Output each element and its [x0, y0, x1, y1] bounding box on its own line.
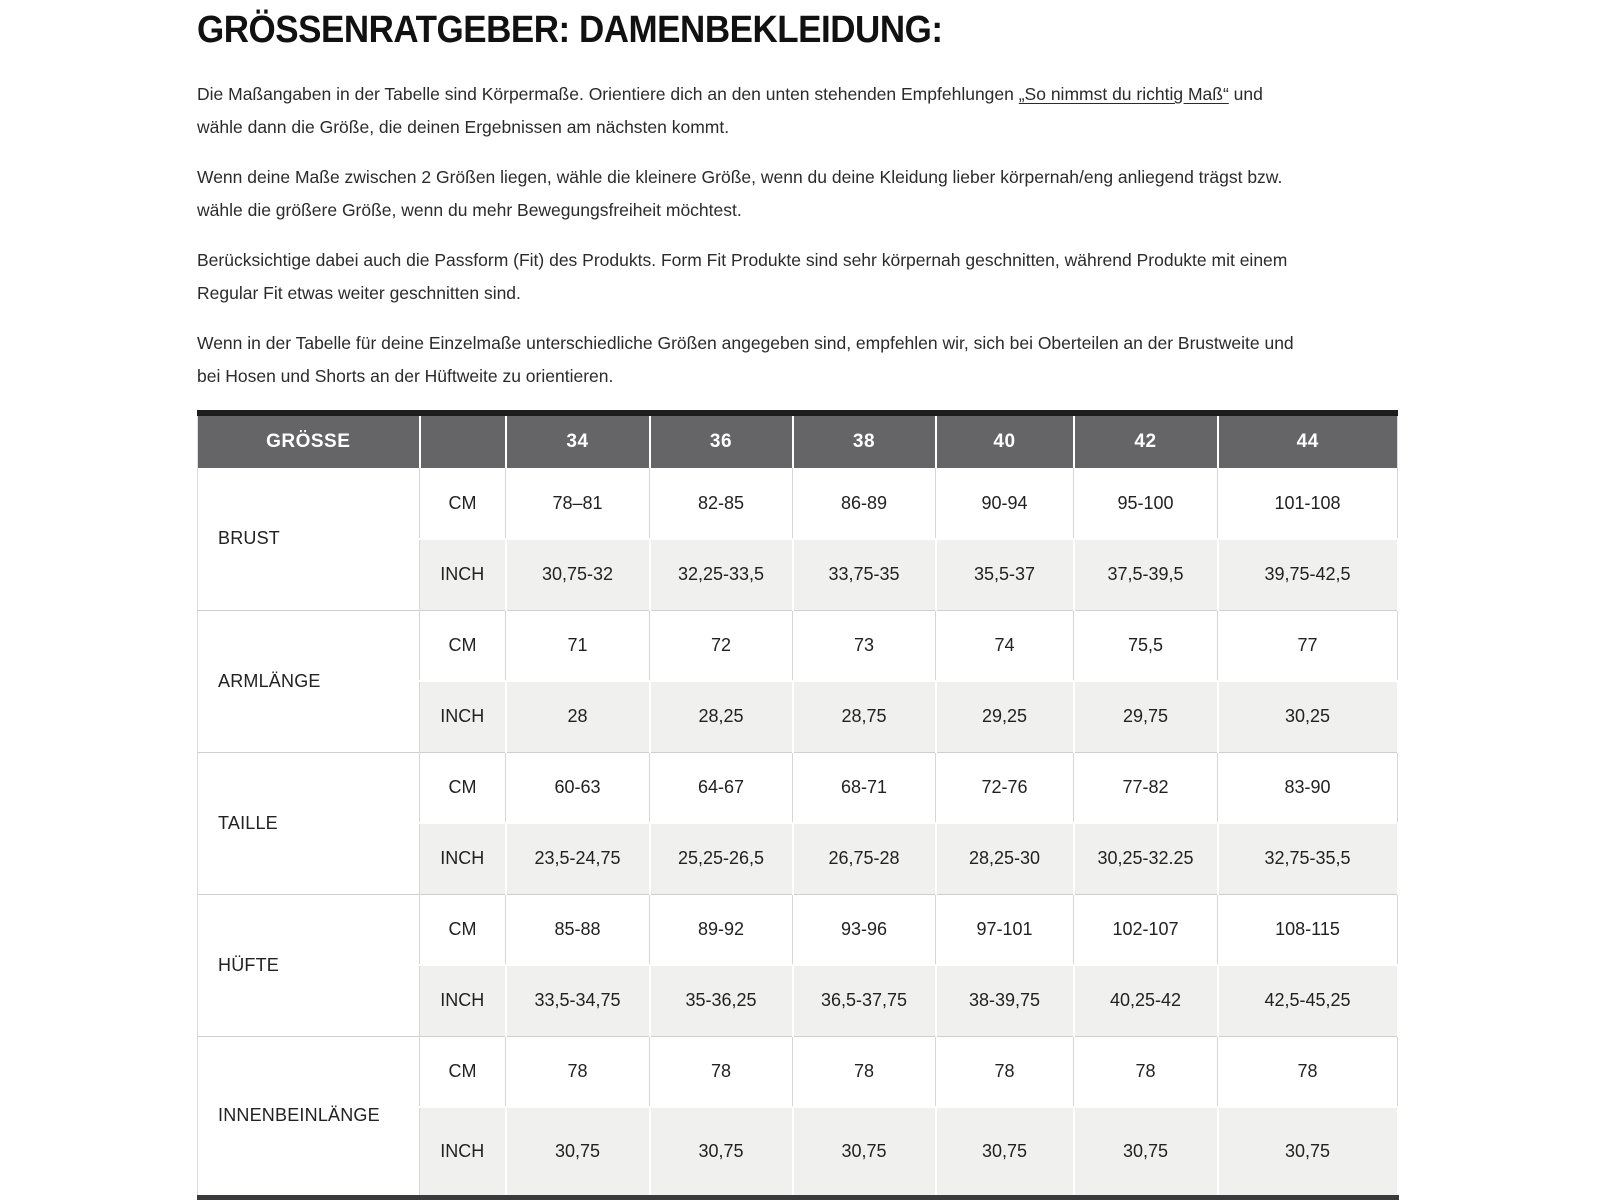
row-armlaenge-cm [198, 610, 1398, 681]
value-cell: 30,25 [1218, 681, 1398, 752]
value-cell: 32,75-35,5 [1218, 823, 1398, 894]
value-cell: 37,5-39,5 [1074, 539, 1218, 610]
unit-cm: CM [420, 1036, 506, 1107]
header-size-44: 44 [1218, 413, 1398, 468]
value-cell: 77-82 [1074, 752, 1218, 823]
value-cell: 30,75 [506, 1107, 650, 1197]
intro-paragraph-1 [197, 78, 1600, 144]
value-cell: 78 [650, 1036, 793, 1107]
value-cell: 30,75-32 [506, 539, 650, 610]
value-cell: 30,75 [793, 1107, 936, 1197]
header-size-40: 40 [936, 413, 1074, 468]
unit-inch: INCH [420, 539, 506, 610]
value-cell: 60-63 [506, 752, 650, 823]
size-table-header-row [198, 413, 1398, 468]
value-cell: 40,25-42 [1074, 965, 1218, 1036]
row-brust-cm [198, 468, 1398, 539]
page-title: GRÖSSENRATGEBER: DAMENBEKLEIDUNG: [197, 9, 943, 51]
row-label-armlaenge: ARMLÄNGE [198, 610, 420, 752]
row-huefte-cm [198, 894, 1398, 965]
value-cell: 26,75-28 [793, 823, 936, 894]
value-cell: 28 [506, 681, 650, 752]
header-unit-cell [420, 413, 506, 468]
paragraph-line: Berücksichtige dabei auch die Passform (Fit) des Produkts. Form Fit Produkte sind sehr körpernah geschnitten, während Produkte mit einem [197, 250, 1288, 270]
value-cell: 28,75 [793, 681, 936, 752]
value-cell: 23,5-24,75 [506, 823, 650, 894]
value-cell: 75,5 [1074, 610, 1218, 681]
header-size-34: 34 [506, 413, 650, 468]
intro-paragraph-4 [197, 327, 1600, 393]
value-cell: 78–81 [506, 468, 650, 539]
unit-inch: INCH [420, 965, 506, 1036]
value-cell: 42,5-45,25 [1218, 965, 1398, 1036]
value-cell: 29,25 [936, 681, 1074, 752]
header-size-42: 42 [1074, 413, 1218, 468]
value-cell: 78 [506, 1036, 650, 1107]
header-groesse-label: GRÖSSE [198, 413, 420, 468]
value-cell: 39,75-42,5 [1218, 539, 1398, 610]
size-table [197, 410, 1399, 1200]
value-cell: 73 [793, 610, 936, 681]
value-cell: 30,75 [1218, 1107, 1398, 1197]
value-cell: 28,25-30 [936, 823, 1074, 894]
paragraph-line: Wenn in der Tabelle für deine Einzelmaße unterschiedliche Größen angegeben sind, empfehlen wir, sich bei Oberteilen an der Brustweite und [197, 333, 1294, 353]
value-cell: 85-88 [506, 894, 650, 965]
value-cell: 77 [1218, 610, 1398, 681]
row-taille-cm [198, 752, 1398, 823]
value-cell: 72 [650, 610, 793, 681]
value-cell: 30,25-32.25 [1074, 823, 1218, 894]
unit-cm: CM [420, 752, 506, 823]
value-cell: 78 [793, 1036, 936, 1107]
value-cell: 78 [1074, 1036, 1218, 1107]
row-innenbeinlaenge-cm [198, 1036, 1398, 1107]
value-cell: 71 [506, 610, 650, 681]
value-cell: 97-101 [936, 894, 1074, 965]
paragraph-text: und [1228, 84, 1263, 104]
value-cell: 35-36,25 [650, 965, 793, 1036]
value-cell: 89-92 [650, 894, 793, 965]
value-cell: 32,25-33,5 [650, 539, 793, 610]
unit-inch: INCH [420, 1107, 506, 1197]
paragraph-line: Regular Fit etwas weiter geschnitten sind. [197, 283, 521, 303]
intro-paragraph-3 [197, 244, 1600, 310]
value-cell: 25,25-26,5 [650, 823, 793, 894]
value-cell: 72-76 [936, 752, 1074, 823]
paragraph-line [197, 78, 1600, 111]
measuring-guide-link[interactable]: „So nimmst du richtig Maß“ [1018, 84, 1229, 104]
value-cell: 33,75-35 [793, 539, 936, 610]
row-label-huefte: HÜFTE [198, 894, 420, 1036]
paragraph-line: Wenn deine Maße zwischen 2 Größen liegen, wähle die kleinere Größe, wenn du deine Kleidung lieber körpernah/eng anliegend trägst bzw. [197, 167, 1283, 187]
value-cell: 93-96 [793, 894, 936, 965]
value-cell: 78 [1218, 1036, 1398, 1107]
value-cell: 30,75 [650, 1107, 793, 1197]
row-label-brust: BRUST [198, 468, 420, 610]
header-size-38: 38 [793, 413, 936, 468]
row-label-innenbeinlaenge: INNENBEINLÄNGE [198, 1036, 420, 1197]
value-cell: 83-90 [1218, 752, 1398, 823]
unit-cm: CM [420, 468, 506, 539]
paragraph-text: Die Maßangaben in der Tabelle sind Körpermaße. Orientiere dich an den unten stehenden Empfehlungen [197, 84, 1019, 104]
value-cell: 28,25 [650, 681, 793, 752]
value-cell: 78 [936, 1036, 1074, 1107]
paragraph-line: bei Hosen und Shorts an der Hüftweite zu orientieren. [197, 366, 614, 386]
value-cell: 95-100 [1074, 468, 1218, 539]
value-cell: 102-107 [1074, 894, 1218, 965]
unit-cm: CM [420, 894, 506, 965]
header-size-36: 36 [650, 413, 793, 468]
value-cell: 30,75 [1074, 1107, 1218, 1197]
value-cell: 38-39,75 [936, 965, 1074, 1036]
value-cell: 64-67 [650, 752, 793, 823]
paragraph-line: wähle dann die Größe, die deinen Ergebnissen am nächsten kommt. [197, 117, 730, 137]
unit-inch: INCH [420, 681, 506, 752]
row-label-taille: TAILLE [198, 752, 420, 894]
value-cell: 90-94 [936, 468, 1074, 539]
value-cell: 36,5-37,75 [793, 965, 936, 1036]
unit-inch: INCH [420, 823, 506, 894]
value-cell: 82-85 [650, 468, 793, 539]
value-cell: 101-108 [1218, 468, 1398, 539]
value-cell: 30,75 [936, 1107, 1074, 1197]
intro-paragraph-2 [197, 161, 1600, 227]
value-cell: 33,5-34,75 [506, 965, 650, 1036]
value-cell: 108-115 [1218, 894, 1398, 965]
value-cell: 86-89 [793, 468, 936, 539]
value-cell: 29,75 [1074, 681, 1218, 752]
unit-cm: CM [420, 610, 506, 681]
value-cell: 35,5-37 [936, 539, 1074, 610]
value-cell: 68-71 [793, 752, 936, 823]
paragraph-line: wähle die größere Größe, wenn du mehr Bewegungsfreiheit möchtest. [197, 200, 742, 220]
value-cell: 74 [936, 610, 1074, 681]
